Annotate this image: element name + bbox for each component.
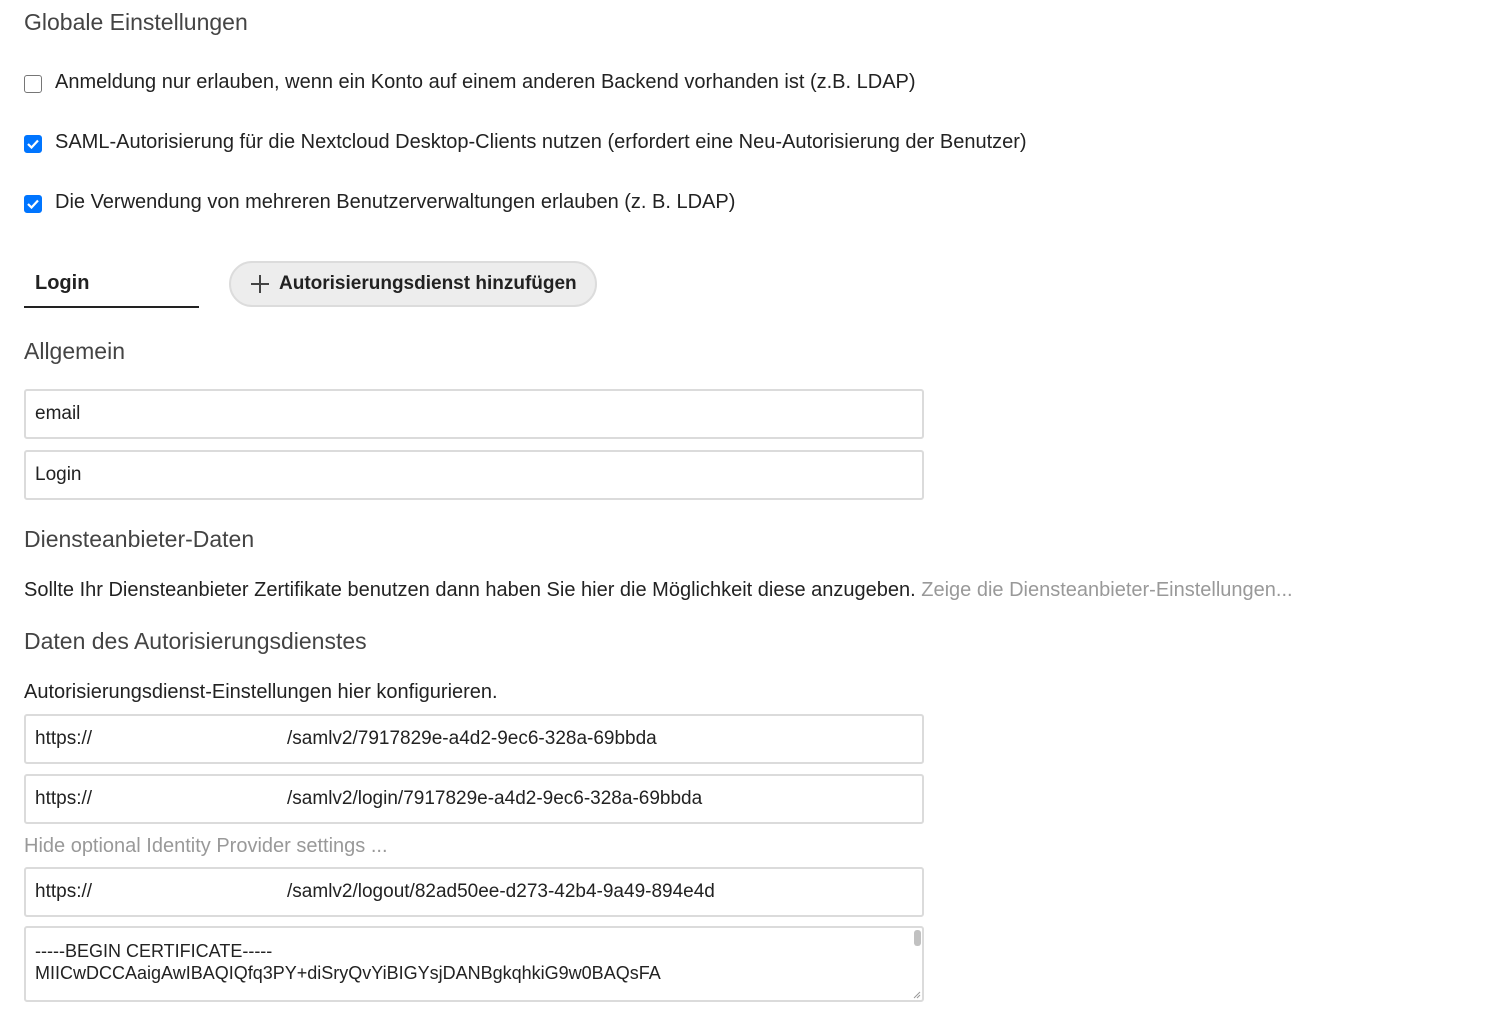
option-multiple-user-backends[interactable] [24, 191, 735, 214]
url-suffix: /samlv2/7917829e-a4d2-9ec6-328a-69bbda [287, 728, 657, 749]
textarea-scrollbar[interactable] [914, 930, 921, 946]
add-button-label: Autorisierungsdienst hinzufügen [279, 273, 577, 294]
resize-grip-icon[interactable] [913, 991, 921, 999]
tab-login[interactable]: Login [24, 262, 199, 308]
idp-sso-url-input[interactable] [24, 774, 924, 824]
add-identity-provider-button[interactable] [229, 261, 597, 307]
show-sp-settings-link[interactable]: Zeige die Diensteanbieter-Einstellungen... [921, 579, 1293, 601]
uid-mapping-input[interactable] [24, 389, 924, 439]
certificate-line: MIICwDCCAaigAwIBAQIQfq3PY+diSryQvYiBIGYsjDANBgkqhkiG9w0BAQsFA [35, 963, 661, 983]
url-prefix: https:// [35, 881, 93, 902]
checkbox-checked[interactable] [24, 135, 42, 153]
url-suffix: /samlv2/logout/82ad50ee-d273-42b4-9a49-894e4d [287, 881, 715, 902]
display-name-input[interactable] [24, 450, 924, 500]
url-prefix: https:// [35, 728, 93, 749]
identity-provider-heading: Daten des Autorisierungsdienstes [24, 628, 367, 654]
url-suffix: /samlv2/login/7917829e-a4d2-9ec6-328a-69bbda [287, 788, 703, 809]
general-heading: Allgemein [24, 338, 125, 364]
idp-entity-id-input[interactable] [24, 714, 924, 764]
identity-provider-description: Autorisierungsdienst-Einstellungen hier konfigurieren. [24, 681, 498, 703]
option-label: SAML-Autorisierung für die Nextcloud Desktop-Clients nutzen (erfordert eine Neu-Autorisierung der Benutzer) [55, 131, 1027, 153]
hide-optional-idp-settings-link[interactable]: Hide optional Identity Provider settings ... [24, 835, 388, 857]
checkbox-checked[interactable] [24, 195, 42, 213]
checkmark-icon [27, 139, 39, 149]
service-provider-heading: Diensteanbieter-Daten [24, 526, 255, 552]
display-name-value: Login [35, 464, 82, 485]
idp-slo-url-input[interactable] [24, 867, 924, 917]
uid-mapping-value: email [35, 403, 81, 424]
checkbox-unchecked[interactable] [24, 75, 42, 93]
url-prefix: https:// [35, 788, 93, 809]
certificate-line: -----BEGIN CERTIFICATE----- [35, 941, 273, 961]
service-provider-description: Sollte Ihr Diensteanbieter Zertifikate benutzen dann haben Sie hier die Möglichkeit diese anzugeben. [24, 579, 916, 601]
option-label: Anmeldung nur erlauben, wenn ein Konto auf einem anderen Backend vorhanden ist (z.B. LDAP) [55, 71, 916, 93]
option-require-provisioned-account[interactable] [24, 71, 916, 94]
option-label: Die Verwendung von mehreren Benutzerverwaltungen erlauben (z. B. LDAP) [55, 191, 736, 213]
checkmark-icon [27, 199, 39, 209]
option-desktop-client-saml[interactable] [24, 131, 1027, 154]
global-settings-heading: Globale Einstellungen [24, 9, 248, 35]
idp-certificate-textarea[interactable] [24, 926, 924, 1002]
service-provider-description-row [24, 579, 1293, 602]
plus-icon [251, 275, 269, 293]
